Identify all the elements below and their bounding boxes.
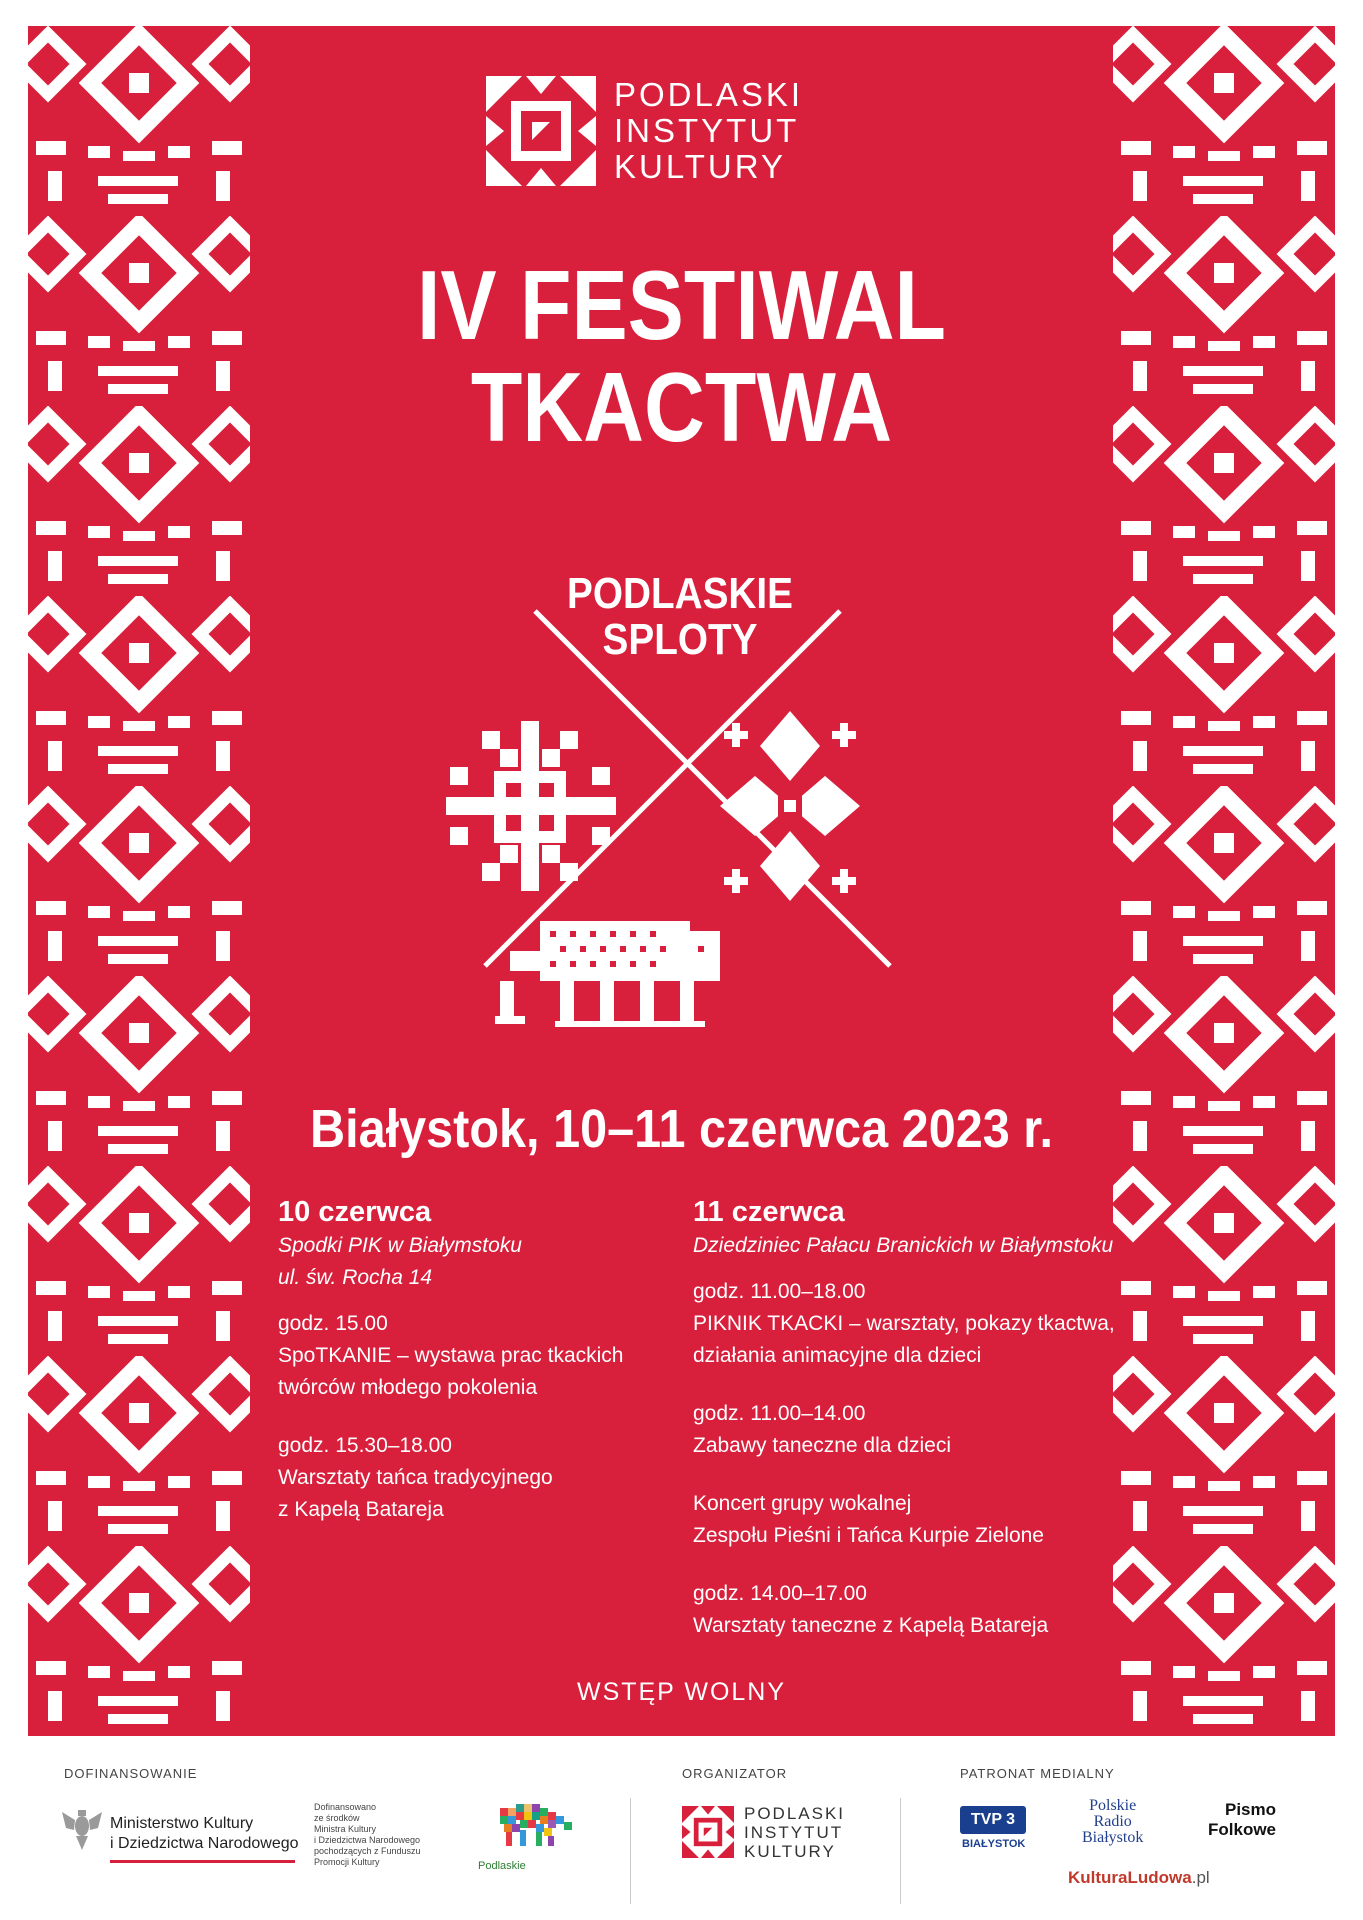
date-location: Białystok, 10–11 czerwca 2023 r. [309,1099,1054,1159]
day2-heading: 11 czerwca [693,1196,845,1228]
polish-eagle-icon [62,1806,102,1854]
event-line: Koncert grupy wokalnej [693,1492,912,1515]
pik-logo-icon [486,76,596,186]
tvp3-logo: TVP 3 [960,1806,1026,1834]
event-line: działania animacyjne dla dzieci [693,1344,982,1367]
funding-note-line: pochodzących z Funduszu [314,1846,421,1856]
ministry-line-1: Ministerstwo Kultury [110,1815,254,1832]
event-item [278,1308,678,1404]
funding-note-line: Dofinansowano [314,1802,377,1812]
day1-program [278,1194,678,1552]
kultura-part-1: Kultura [1068,1868,1128,1887]
kulturaludowa-logo [1068,1868,1210,1888]
flower-ornament-icon [720,711,860,901]
organizer-name-line: KULTURY [744,1842,836,1861]
organizer-name-line: INSTYTUT [744,1823,844,1842]
event-line: twórców młodego pokolenia [278,1376,538,1399]
event-item [693,1578,1133,1642]
podlaskie-label: Podlaskie [478,1860,526,1872]
title-line-2: TKACTWA [470,352,893,462]
org-name-line-1: PODLASKI [614,76,804,113]
day1-venue-line-1: Spodki PIK w Białymstoku [278,1234,522,1257]
poster [28,26,1335,1736]
footer-separator [900,1798,901,1904]
org-name-line-3: KULTURY [614,148,786,185]
kultura-part-3: .pl [1191,1868,1210,1887]
funding-note-line: i Dziedzictwa Narodowego [314,1835,421,1845]
pismo-line-2: Folkowe [1208,1820,1277,1839]
event-item [693,1488,1133,1552]
event-line: Warsztaty tańca tradycyjnego [278,1466,553,1489]
organizer-name [744,1804,845,1861]
pismo-line-1: Pismo [1224,1800,1277,1819]
event-line: Zespołu Pieśni i Tańca Kurpie Zielone [693,1524,1044,1547]
emblem-line-1: PODLASKIE [567,569,793,618]
organizer-logo [486,76,803,186]
event-line: godz. 14.00–17.00 [693,1582,867,1605]
funding-note-line: ze środków [314,1813,360,1823]
pik-footer-logo-icon [682,1806,734,1858]
day2-venue: Dziedziniec Pałacu Branickich w Białymstoku [693,1234,1114,1257]
ministry-name [110,1814,299,1854]
funding-note-line: Promocji Kultury [314,1857,380,1867]
event-line: z Kapelą Batareja [278,1498,444,1521]
event-line: SpoTKANIE – wystawa prac tkackich [278,1344,624,1367]
emblem-line-2: SPLOTY [602,615,758,664]
podlaskie-bison-logo-icon [490,1798,580,1858]
right-ornament-band [1113,26,1335,1736]
funding-note [314,1802,421,1868]
footer-separator [630,1798,631,1904]
left-ornament-band [28,26,250,1736]
event-line: godz. 15.00 [278,1312,388,1335]
event-line: godz. 15.30–18.00 [278,1434,452,1457]
org-name-line-2: INSTYTUT [614,112,800,149]
event-item [278,1430,678,1526]
free-entry-label: WSTĘP WOLNY [576,1678,787,1706]
radio-line-2: Radio [1093,1813,1132,1830]
organizer-name-line: PODLASKI [744,1804,846,1823]
ministry-line-2: i Dziedzictwa Narodowego [110,1835,299,1852]
day1-heading: 10 czerwca [278,1196,432,1228]
event-line: Zabawy taneczne dla dzieci [693,1434,951,1457]
tvp3-city: BIAŁYSTOK [962,1838,1026,1850]
radio-line-1: Polskie [1089,1797,1137,1814]
event-line: Warsztaty taneczne z Kapelą Batareja [693,1614,1049,1637]
media-patron-label: PATRONAT MEDIALNY [960,1766,1115,1781]
kultura-part-2: Ludowa [1127,1868,1192,1887]
radio-line-3: Białystok [1082,1829,1144,1846]
snowflake-icon [446,721,616,891]
pismo-folkowe-logo [1208,1800,1276,1840]
funding-note-line: Ministra Kultury [314,1824,377,1834]
event-line: godz. 11.00–14.00 [693,1402,866,1425]
event-item [693,1398,1133,1462]
organizer-label: ORGANIZATOR [682,1766,788,1781]
polskie-radio-logo [1082,1798,1143,1846]
sponsor-footer [0,1736,1363,1920]
day1-venue-line-2: ul. św. Rocha 14 [278,1266,433,1289]
event-line: godz. 11.00–18.00 [693,1280,866,1303]
event-item [693,1276,1133,1372]
podlaskie-sploty-emblem [420,571,940,1041]
bison-icon [495,921,720,1027]
title-line-1: IV FESTIWAL [416,250,947,360]
day1-venue [278,1230,678,1294]
day2-program [693,1194,1133,1668]
festival-title [260,250,1103,462]
funding-label: DOFINANSOWANIE [64,1766,198,1781]
ministry-underline [110,1860,295,1863]
event-line: PIKNIK TKACKI – warsztaty, pokazy tkactwa, [693,1312,1115,1335]
